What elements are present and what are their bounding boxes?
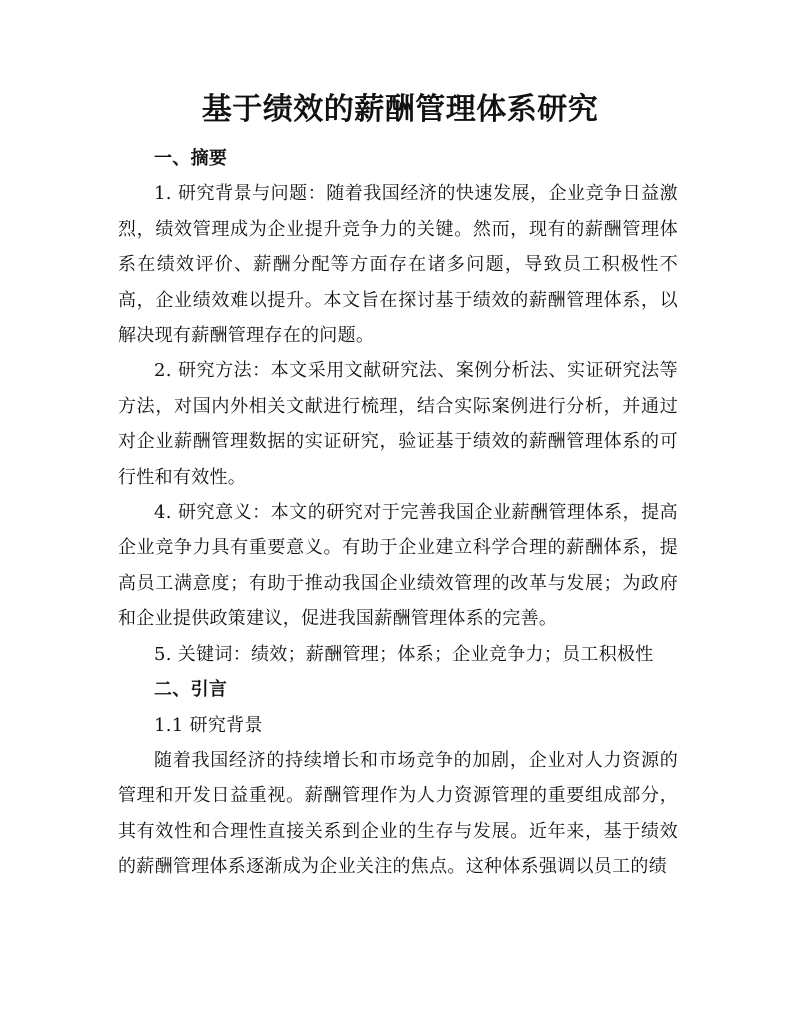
abstract-paragraph-methods: 2. 研究方法：本文采用文献研究法、案例分析法、实证研究法等方法，对国内外相关文献进行梳理，结合实际案例进行分析，并通过对企业薪酬管理数据的实证研究，验证基于绩效的薪酬管理体系的可行性和有效性。 (118, 360, 678, 488)
section-heading-abstract: 一、摘要 (154, 148, 228, 169)
document-title: 基于绩效的薪酬管理体系研究 (201, 92, 599, 127)
intro-paragraph: 随着我国经济的持续增长和市场竞争的加剧，企业对人力资源的管理和开发日益重视。薪酬管理作为人力资源管理的重要组成部分，其有效性和合理性直接关系到企业的生存与发展。近年来，基于绩效的薪酬管理体系逐渐成为企业关注的焦点。这种体系强调以员工的绩 (118, 749, 678, 878)
abstract-paragraph-keywords: 5. 关键词：绩效；薪酬管理；体系；企业竞争力；员工积极性 (154, 643, 654, 665)
subsection-heading-background: 1.1 研究背景 (154, 714, 263, 736)
abstract-paragraph-significance: 4. 研究意义：本文的研究对于完善我国企业薪酬管理体系，提高企业竞争力具有重要意义。有助于企业建立科学合理的薪酬体系，提高员工满意度；有助于推动我国企业绩效管理的改革与发展；为政府和企业提供政策建议，促进我国薪酬管理体系的完善。 (118, 502, 678, 630)
abstract-paragraph-background: 1. 研究背景与问题：随着我国经济的快速发展，企业竞争日益激烈，绩效管理成为企业提升竞争力的关键。然而，现有的薪酬管理体系在绩效评价、薪酬分配等方面存在诸多问题，导致员工积极性不高，企业绩效难以提升。本文旨在探讨基于绩效的薪酬管理体系，以解决现有薪酬管理存在的问题。 (118, 183, 678, 347)
document-body (118, 141, 678, 885)
section-heading-introduction: 二、引言 (154, 679, 228, 701)
